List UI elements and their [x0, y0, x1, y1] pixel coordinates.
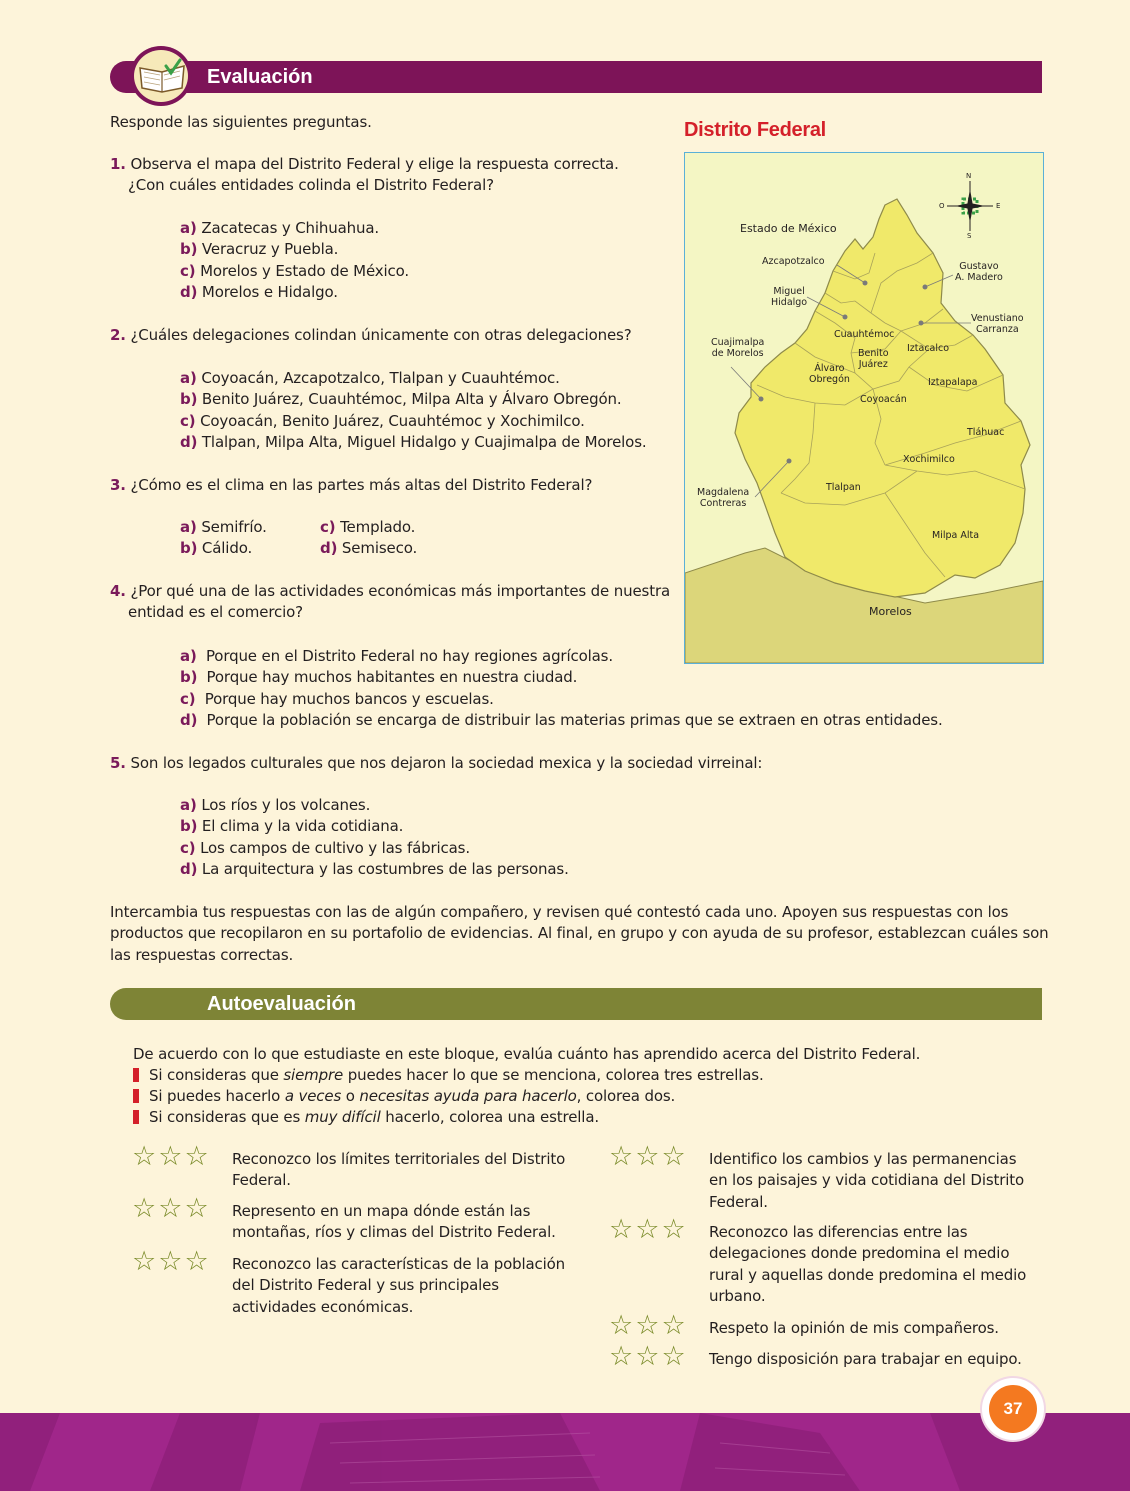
star-icon[interactable]: ☆ [635, 1214, 660, 1245]
option-c[interactable]: c) Templado. [320, 518, 416, 536]
star-rating-right-3[interactable] [609, 1312, 686, 1339]
star-rating-left-1[interactable] [132, 1143, 209, 1170]
autoevaluacion-instructions: De acuerdo con lo que estudiaste en este bloque, evalúa cuánto has aprendido acerca del Distrito Federal. Si consideras que siempre puedes hacer lo que se menciona, colorea tres estrellas. Si puedes hacerlo a veces o necesitas ayuda para hacerlo, colorea dos. Si consideras que es muy difícil hacerlo, colorea una estrella. [133, 1045, 921, 1126]
star-icon[interactable]: ☆ [609, 1214, 634, 1245]
question-3 [110, 475, 670, 496]
question-number: 3. [110, 476, 126, 494]
evaluacion-intro: Responde las siguientes preguntas. [110, 113, 372, 131]
question-1 [110, 154, 670, 197]
star-rating-left-3[interactable] [132, 1248, 209, 1275]
evaluacion-title: Evaluación [207, 66, 313, 88]
autoevaluacion-item-right-3: Respeto la opinión de mis compañeros. [709, 1319, 999, 1337]
label-cuauhtemoc: Cuauhtémoc [834, 329, 895, 340]
option-a[interactable]: a) Los ríos y los volcanes. [180, 796, 371, 814]
label-benito-juarez: Benito Juárez [858, 348, 889, 370]
option-c[interactable]: c) Coyoacán, Benito Juárez, Cuauhtémoc y Xochimilco. [180, 411, 585, 430]
distrito-federal-map: N S O E Estado de México Azcapotzalco Gustavo A. Madero Miguel Hidalgo Venustiano Carranza Cuauhtémoc Cuajimalpa de Morelos Benito Juárez Iztacalco Álvaro Obregón Iztapalapa Coyoacán Tláhuac Xochimilco Magdalena Contreras Tlalpan Milpa Alta Morelos [684, 152, 1044, 664]
label-magdalena-contreras: Magdalena Contreras [697, 487, 750, 509]
compass-rose-icon [947, 181, 993, 231]
star-icon[interactable]: ☆ [184, 1141, 209, 1172]
star-icon[interactable]: ☆ [661, 1141, 686, 1172]
star-rating-right-4[interactable] [609, 1343, 686, 1370]
star-icon[interactable]: ☆ [635, 1341, 660, 1372]
star-icon[interactable]: ☆ [661, 1341, 686, 1372]
autoevaluacion-item-left-1: Reconozco los límites territoriales del Distrito Federal. [232, 1150, 566, 1190]
star-icon[interactable]: ☆ [158, 1246, 183, 1277]
rule-three-stars: Si consideras que siempre puedes hacer lo que se menciona, colorea tres estrellas. [133, 1065, 920, 1086]
red-bullet-icon [133, 1110, 139, 1124]
label-milpa-alta: Milpa Alta [932, 530, 980, 541]
autoevaluacion-item-right-2: Reconozco las diferencias entre las delegaciones donde predomina el medio rural y aquellas donde predomina el medio urbano. [709, 1223, 1027, 1306]
question-number: 5. [110, 754, 126, 772]
star-icon[interactable]: ☆ [609, 1141, 634, 1172]
star-icon[interactable]: ☆ [609, 1310, 634, 1341]
star-icon[interactable]: ☆ [635, 1141, 660, 1172]
option-c[interactable]: c) Los campos de cultivo y las fábricas. [180, 838, 470, 857]
label-cuajimalpa: Cuajimalpa de Morelos [711, 337, 765, 359]
label-iztapalapa: Iztapalapa [928, 377, 978, 388]
red-bullet-icon [133, 1068, 139, 1082]
option-c[interactable]: c) Morelos y Estado de México. [180, 261, 410, 280]
question-4 [110, 581, 670, 624]
closing-paragraph: Intercambia tus respuestas con las de algún compañero, y revisen qué contestó cada uno. Apoyen sus respuestas con los productos que recopilaron en su portafolio de evidencias. Al final, en grupo y con ayuda de su profesor, establezcan cuáles son las respuestas correctas. [110, 903, 1049, 964]
star-icon[interactable]: ☆ [184, 1246, 209, 1277]
option-d[interactable]: d) Semiseco. [320, 539, 418, 558]
label-iztacalco: Iztacalco [907, 343, 950, 354]
question-number: 2. [110, 326, 126, 344]
red-bullet-icon [133, 1089, 139, 1103]
map-title: Distrito Federal [684, 119, 826, 141]
question-2 [110, 325, 670, 346]
question-2-options [180, 368, 647, 454]
option-b[interactable]: b) Benito Juárez, Cuauhtémoc, Milpa Alta y Álvaro Obregón. [180, 390, 622, 409]
question-text: ¿Por qué una de las actividades económicas más importantes de nuestra [130, 582, 670, 600]
book-check-icon [130, 46, 192, 106]
option-d[interactable]: d) Morelos e Hidalgo. [180, 283, 338, 302]
star-icon[interactable]: ☆ [635, 1310, 660, 1341]
autoevaluacion-item-left-3: Reconozco las características de la población del Distrito Federal y sus principales actividades económicas. [232, 1255, 566, 1316]
question-text: ¿Cómo es el clima en las partes más altas del Distrito Federal? [130, 476, 593, 494]
question-5-options [180, 795, 569, 881]
star-icon[interactable]: ☆ [661, 1214, 686, 1245]
label-tlahuac: Tláhuac [967, 427, 1005, 438]
autoevaluacion-title: Autoevaluación [207, 993, 356, 1015]
rule-one-star: Si consideras que es muy difícil hacerlo, colorea una estrella. [133, 1107, 920, 1128]
option-b[interactable]: b) Cálido. [180, 539, 253, 558]
question-text-cont: ¿Con cuáles entidades colinda el Distrito Federal? [128, 176, 494, 195]
question-3-options-right [320, 517, 417, 560]
autoevaluacion-item-left-2: Represento en un mapa dónde están las montañas, ríos y climas del Distrito Federal. [232, 1202, 556, 1242]
label-morelos: Morelos [869, 605, 912, 618]
star-rating-right-1[interactable] [609, 1143, 686, 1170]
rule-two-stars: Si puedes hacerlo a veces o necesitas ayuda para hacerlo, colorea dos. [133, 1086, 920, 1107]
question-text: Son los legados culturales que nos dejaron la sociedad mexica y la sociedad virreinal: [130, 754, 763, 772]
star-icon[interactable]: ☆ [132, 1141, 157, 1172]
label-gustavo-madero: Gustavo A. Madero [955, 261, 1003, 283]
option-b[interactable]: b) Veracruz y Puebla. [180, 240, 339, 259]
option-a[interactable]: a) Zacatecas y Chihuahua. [180, 219, 380, 237]
option-d[interactable]: d) Tlalpan, Milpa Alta, Miguel Hidalgo y Cuajimalpa de Morelos. [180, 433, 647, 452]
star-icon[interactable]: ☆ [661, 1310, 686, 1341]
star-icon[interactable]: ☆ [158, 1193, 183, 1224]
option-d[interactable]: d) Porque la población se encarga de distribuir las materias primas que se extraen en otras entidades. [180, 711, 943, 730]
star-icon[interactable]: ☆ [184, 1193, 209, 1224]
option-d[interactable]: d) La arquitectura y las costumbres de las personas. [180, 860, 569, 879]
label-xochimilco: Xochimilco [903, 454, 955, 465]
option-a[interactable]: a) Porque en el Distrito Federal no hay regiones agrícolas. [180, 647, 613, 665]
label-venustiano-carranza: Venustiano Carranza [971, 313, 1024, 335]
star-rating-right-2[interactable] [609, 1216, 686, 1243]
question-3-options-left [180, 517, 267, 560]
question-5 [110, 753, 762, 774]
option-a[interactable]: a) Semifrío. [180, 518, 267, 536]
option-b[interactable]: b) Porque hay muchos habitantes en nuestra ciudad. [180, 668, 578, 687]
question-number: 4. [110, 582, 126, 600]
label-miguel-hidalgo: Miguel Hidalgo [771, 286, 808, 308]
label-tlalpan: Tlalpan [826, 482, 861, 493]
star-rating-left-2[interactable] [132, 1195, 209, 1222]
option-a[interactable]: a) Coyoacán, Azcapotzalco, Tlalpan y Cuauhtémoc. [180, 369, 560, 387]
star-icon[interactable]: ☆ [158, 1141, 183, 1172]
star-icon[interactable]: ☆ [132, 1246, 157, 1277]
footer-band [0, 1413, 1130, 1491]
page-number-badge [982, 1378, 1044, 1440]
label-alvaro-obregon: Álvaro Obregón [809, 363, 850, 385]
option-b[interactable]: b) El clima y la vida cotidiana. [180, 817, 404, 836]
question-text: ¿Cuáles delegaciones colindan únicamente con otras delegaciones? [130, 326, 632, 344]
autoevaluacion-item-right-4: Tengo disposición para trabajar en equipo. [709, 1350, 1022, 1368]
page-number: 37 [989, 1385, 1037, 1433]
question-number: 1. [110, 155, 126, 173]
star-icon[interactable]: ☆ [132, 1193, 157, 1224]
label-coyoacan: Coyoacán [860, 394, 907, 405]
option-c[interactable]: c) Porque hay muchos bancos y escuelas. [180, 689, 494, 708]
label-estado-mexico: Estado de México [740, 222, 837, 235]
question-text-cont: entidad es el comercio? [128, 603, 303, 622]
question-1-options [180, 218, 409, 304]
question-text: Observa el mapa del Distrito Federal y elige la respuesta correcta. [130, 155, 619, 173]
star-icon[interactable]: ☆ [609, 1341, 634, 1372]
autoevaluacion-item-right-1: Identifico los cambios y las permanencias en los paisajes y vida cotidiana del Distrito Federal. [709, 1150, 1025, 1211]
label-azcapotzalco: Azcapotzalco [762, 256, 825, 267]
